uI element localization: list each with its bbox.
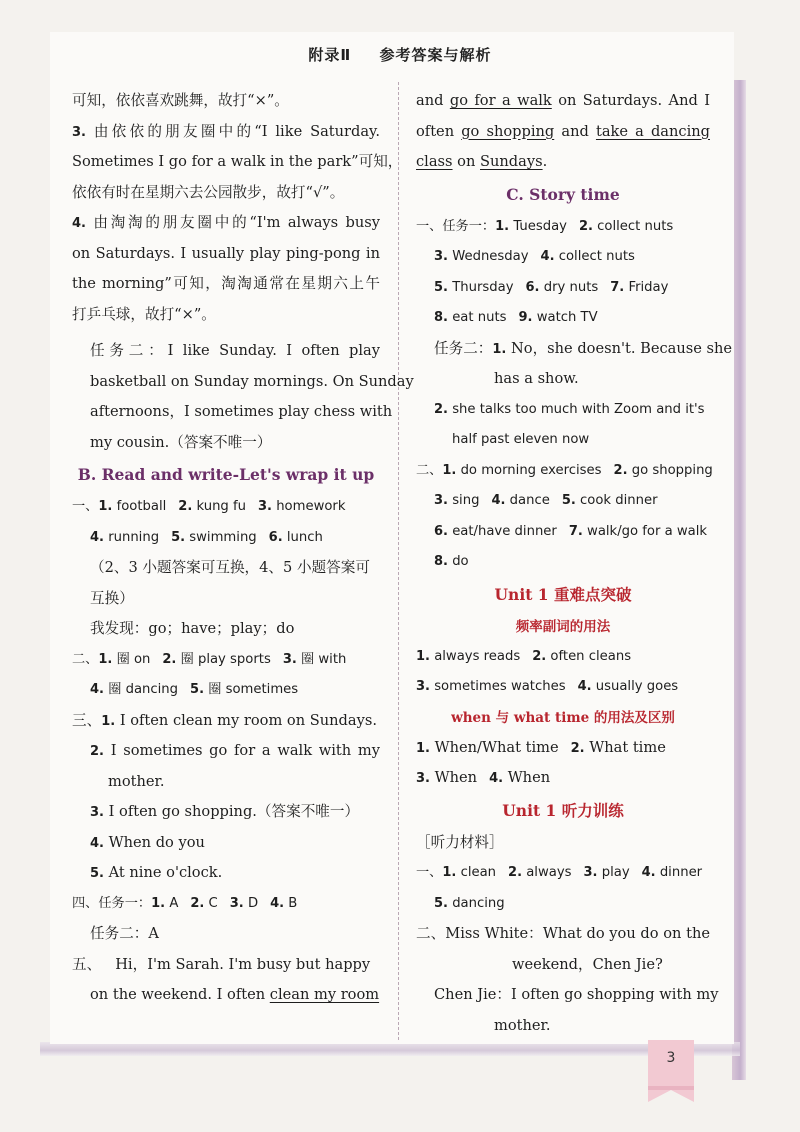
answer-row: 5. Thursday 6. dry nuts 7. Friday <box>434 279 669 295</box>
material-label: ［听力材料］ <box>416 833 504 851</box>
text-line: mother. <box>108 772 165 790</box>
text-line: the morning”可知，淘淘通常在星期六上午 <box>72 275 380 292</box>
answer-row: 8. do <box>434 554 469 569</box>
answer-row: 4. 圈 dancing 5. 圈 sometimes <box>90 682 299 697</box>
answer-row: 1. When/What time 2. What time <box>416 738 666 756</box>
text-line: 可知，依依喜欢跳舞，故打“×”。 <box>72 92 289 109</box>
dialogue-line: weekend，Chen Jie? <box>512 955 663 973</box>
answer-row: 3. sing 4. dance 5. cook dinner <box>434 493 658 508</box>
note-line: 互换） <box>90 589 134 607</box>
answer-line: 4. 由淘淘的朋友圈中的“I'm always busy <box>72 214 381 231</box>
answer-row: 任务二：A <box>90 925 159 942</box>
answer-row: 4. running 5. swimming 6. lunch <box>90 529 323 545</box>
answer-row: 一、1. clean 2. always 3. play 4. dinner <box>416 865 703 880</box>
freq-adverb-title: 频率副词的用法 <box>515 618 611 635</box>
answer-row: 6. eat/have dinner 7. walk/go for a walk <box>434 523 708 539</box>
answer-row: 3. Wednesday 4. collect nuts <box>434 249 635 264</box>
note-line: （2、3 小题答案可互换，4、5 小题答案可 <box>90 559 370 576</box>
header-title: 参考答案与解析 <box>379 46 492 64</box>
text-line: on Saturdays. I usually play ping-pong in <box>72 244 380 262</box>
section-b-title: B. Read and write-Let's wrap it up <box>77 465 375 484</box>
right-column <box>416 86 733 1041</box>
dialogue-line: mother. <box>494 1016 551 1034</box>
answer-row: 一、任务一：1. Tuesday 2. collect nuts <box>416 218 674 234</box>
page-edge-right <box>732 80 746 1080</box>
left-column <box>72 86 414 1011</box>
dialogue-line: 二、Miss White：What do you do on the <box>416 925 710 942</box>
answer-row: 2. I sometimes go for a walk with my <box>90 742 381 759</box>
answer-row: 3. I often go shopping.（答案不唯一） <box>90 803 360 820</box>
listening-title: Unit 1 听力训练 <box>502 800 624 820</box>
answer-row: 3. sometimes watches 4. usually goes <box>416 679 679 694</box>
answer-line: 3. 由依依的朋友圈中的“I like Saturday. <box>72 122 380 140</box>
answer-row: 二、1. do morning exercises 2. go shopping <box>416 462 713 478</box>
answer-row: 五、 Hi，I'm Sarah. I'm busy but happy <box>72 955 371 973</box>
text-line: and go for a walk on Saturdays. And I <box>416 92 710 109</box>
appendix-label: 附录Ⅱ <box>308 46 352 64</box>
answer-row: 三、1. I often clean my room on Sundays. <box>72 711 377 729</box>
text-line: afternoons，I sometimes play chess with <box>90 403 393 420</box>
dialogue-line: Chen Jie：I often go shopping with my <box>434 986 719 1003</box>
page-number: 3 <box>666 1050 676 1066</box>
answer-row: 一、1. football 2. kung fu 3. homework <box>72 499 346 514</box>
text-line: 任务二：I like Sunday. I often play <box>90 342 380 359</box>
answer-row: 任务二：1. No，she doesn't. Because she <box>434 339 733 357</box>
answer-row: 5. dancing <box>434 895 505 911</box>
text-line: class on Sundays. <box>416 153 548 170</box>
text-line: often go shopping and take a dancing <box>416 122 710 140</box>
answer-row: 2. she talks too much with Zoom and it's <box>434 401 705 417</box>
column-divider <box>398 82 399 1040</box>
text-line: 打乒乓球，故打“×”。 <box>72 305 216 323</box>
answer-row: 1. always reads 2. often cleans <box>416 648 632 664</box>
text-line: 依依有时在星期六去公园散步，故打“√”。 <box>72 183 345 201</box>
when-whattime-title: when 与 what time 的用法及区别 <box>451 709 675 726</box>
page-header <box>0 44 800 65</box>
text-line: half past eleven now <box>452 432 590 447</box>
note-line: 我发现：go；have；play；do <box>90 620 295 637</box>
answer-row: 5. At nine o'clock. <box>90 864 223 881</box>
unit1-key-points-title: Unit 1 重难点突破 <box>494 584 632 604</box>
text-line: basketball on Sunday mornings. On Sunday <box>90 372 414 390</box>
answer-row: on the weekend. I often clean my room <box>90 986 380 1003</box>
section-c-title: C. Story time <box>506 184 620 204</box>
text-line: has a show. <box>494 370 579 387</box>
page-edge-bottom <box>40 1042 740 1056</box>
answer-row: 8. eat nuts 9. watch TV <box>434 310 598 325</box>
answer-row: 4. When do you <box>90 833 205 851</box>
answer-row: 四、任务一：1. A 2. C 3. D 4. B <box>72 895 298 911</box>
text-line: Sometimes I go for a walk in the park”可知， <box>72 153 403 170</box>
answer-row: 3. When 4. When <box>416 769 551 786</box>
text-line: my cousin.（答案不唯一） <box>90 433 272 451</box>
answer-row: 二、1. 圈 on 2. 圈 play sports 3. 圈 with <box>72 651 347 667</box>
